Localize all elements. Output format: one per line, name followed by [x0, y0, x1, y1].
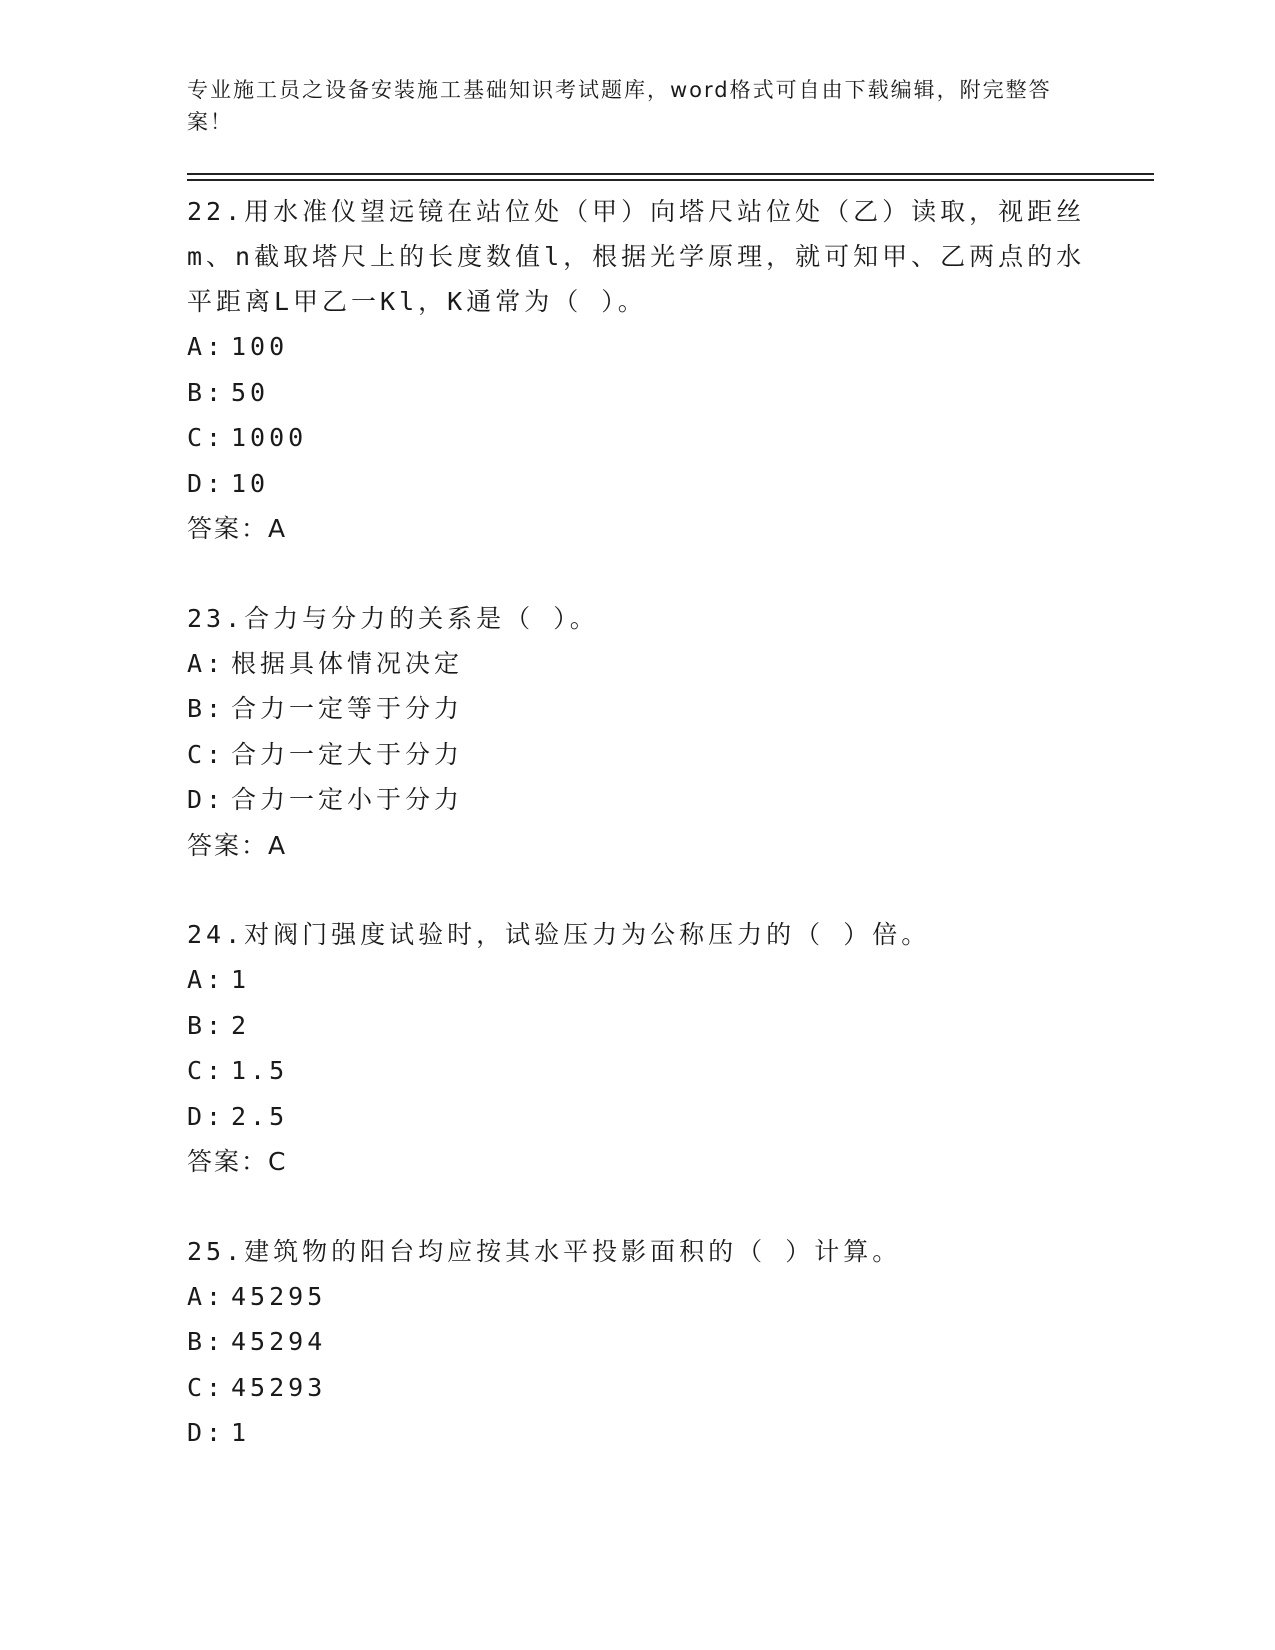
option-letter: C:: [187, 423, 226, 452]
option-letter: A:: [187, 1281, 226, 1311]
option-letter: C:: [187, 1056, 226, 1085]
option-text: 50: [231, 377, 270, 407]
question-23: [187, 596, 1087, 869]
option-text: 合力一定等于分力: [231, 694, 464, 723]
option-text: 合力一定小于分力: [231, 785, 464, 814]
question-25: [187, 1229, 1087, 1456]
option-letter: B:: [187, 1010, 226, 1040]
option-d: [187, 1410, 1087, 1456]
option-text: 100: [231, 332, 289, 361]
option-b: [187, 1003, 1087, 1049]
option-text: 1000: [231, 423, 308, 452]
question-stem: 24.对阀门强度试验时，试验压力为公称压力的（ ）倍。: [187, 920, 931, 949]
option-text: 1: [231, 1418, 251, 1447]
question-stem: 22.用水准仪望远镜在站位处（甲）向塔尺站位处（乙）读取，视距丝m、n截取塔尺上的长度数值l，根据光学原理，就可知甲、乙两点的水平距离L甲乙一Kl，K通常为（ ）。: [187, 197, 1086, 316]
option-text: 45294: [231, 1327, 327, 1356]
option-letter: B:: [187, 377, 226, 407]
question-stem: 23.合力与分力的关系是（ ）。: [187, 603, 599, 633]
option-a: [187, 1274, 1087, 1320]
question-list: [187, 189, 1087, 1500]
option-c: [187, 1365, 1087, 1411]
option-text: 合力一定大于分力: [231, 739, 464, 769]
option-letter: D:: [187, 1418, 226, 1447]
header-divider-top: [187, 173, 1154, 175]
header-divider-bottom: [187, 179, 1154, 181]
option-a: [187, 957, 1087, 1003]
option-letter: D:: [187, 1101, 226, 1131]
option-letter: B:: [187, 1327, 226, 1356]
document-header: 专业施工员之设备安装施工基础知识考试题库，word格式可自由下载编辑，附完整答案！: [187, 78, 1052, 134]
option-letter: A:: [187, 332, 226, 361]
option-text: 2: [231, 1010, 251, 1040]
option-letter: D:: [187, 468, 226, 498]
option-d: [187, 777, 1087, 823]
option-a: [187, 324, 1087, 370]
option-b: [187, 686, 1087, 732]
option-b: [187, 1319, 1087, 1365]
option-d: [187, 461, 1087, 507]
option-text: 1.5: [231, 1056, 289, 1085]
option-text: 1: [231, 965, 251, 994]
option-letter: D:: [187, 785, 226, 814]
option-text: 45295: [231, 1281, 327, 1311]
option-b: [187, 370, 1087, 416]
answer-line: 答案：A: [187, 830, 288, 860]
question-stem: 25.建筑物的阳台均应按其水平投影面积的（ ）计算。: [187, 1236, 902, 1266]
question-24: [187, 912, 1087, 1185]
option-d: [187, 1094, 1087, 1140]
option-text: 10: [231, 468, 270, 498]
answer-line: 答案：A: [187, 514, 288, 543]
option-a: [187, 641, 1087, 687]
option-c: [187, 415, 1087, 461]
option-c: [187, 1048, 1087, 1094]
option-c: [187, 732, 1087, 778]
option-text: 45293: [231, 1372, 327, 1402]
option-text: 根据具体情况决定: [231, 648, 464, 678]
option-letter: C:: [187, 1372, 226, 1402]
option-letter: B:: [187, 694, 226, 723]
option-letter: A:: [187, 965, 226, 994]
answer-line: 答案：C: [187, 1147, 288, 1176]
option-letter: C:: [187, 739, 226, 769]
question-22: [187, 189, 1087, 552]
option-text: 2.5: [231, 1101, 289, 1131]
option-letter: A:: [187, 648, 226, 678]
